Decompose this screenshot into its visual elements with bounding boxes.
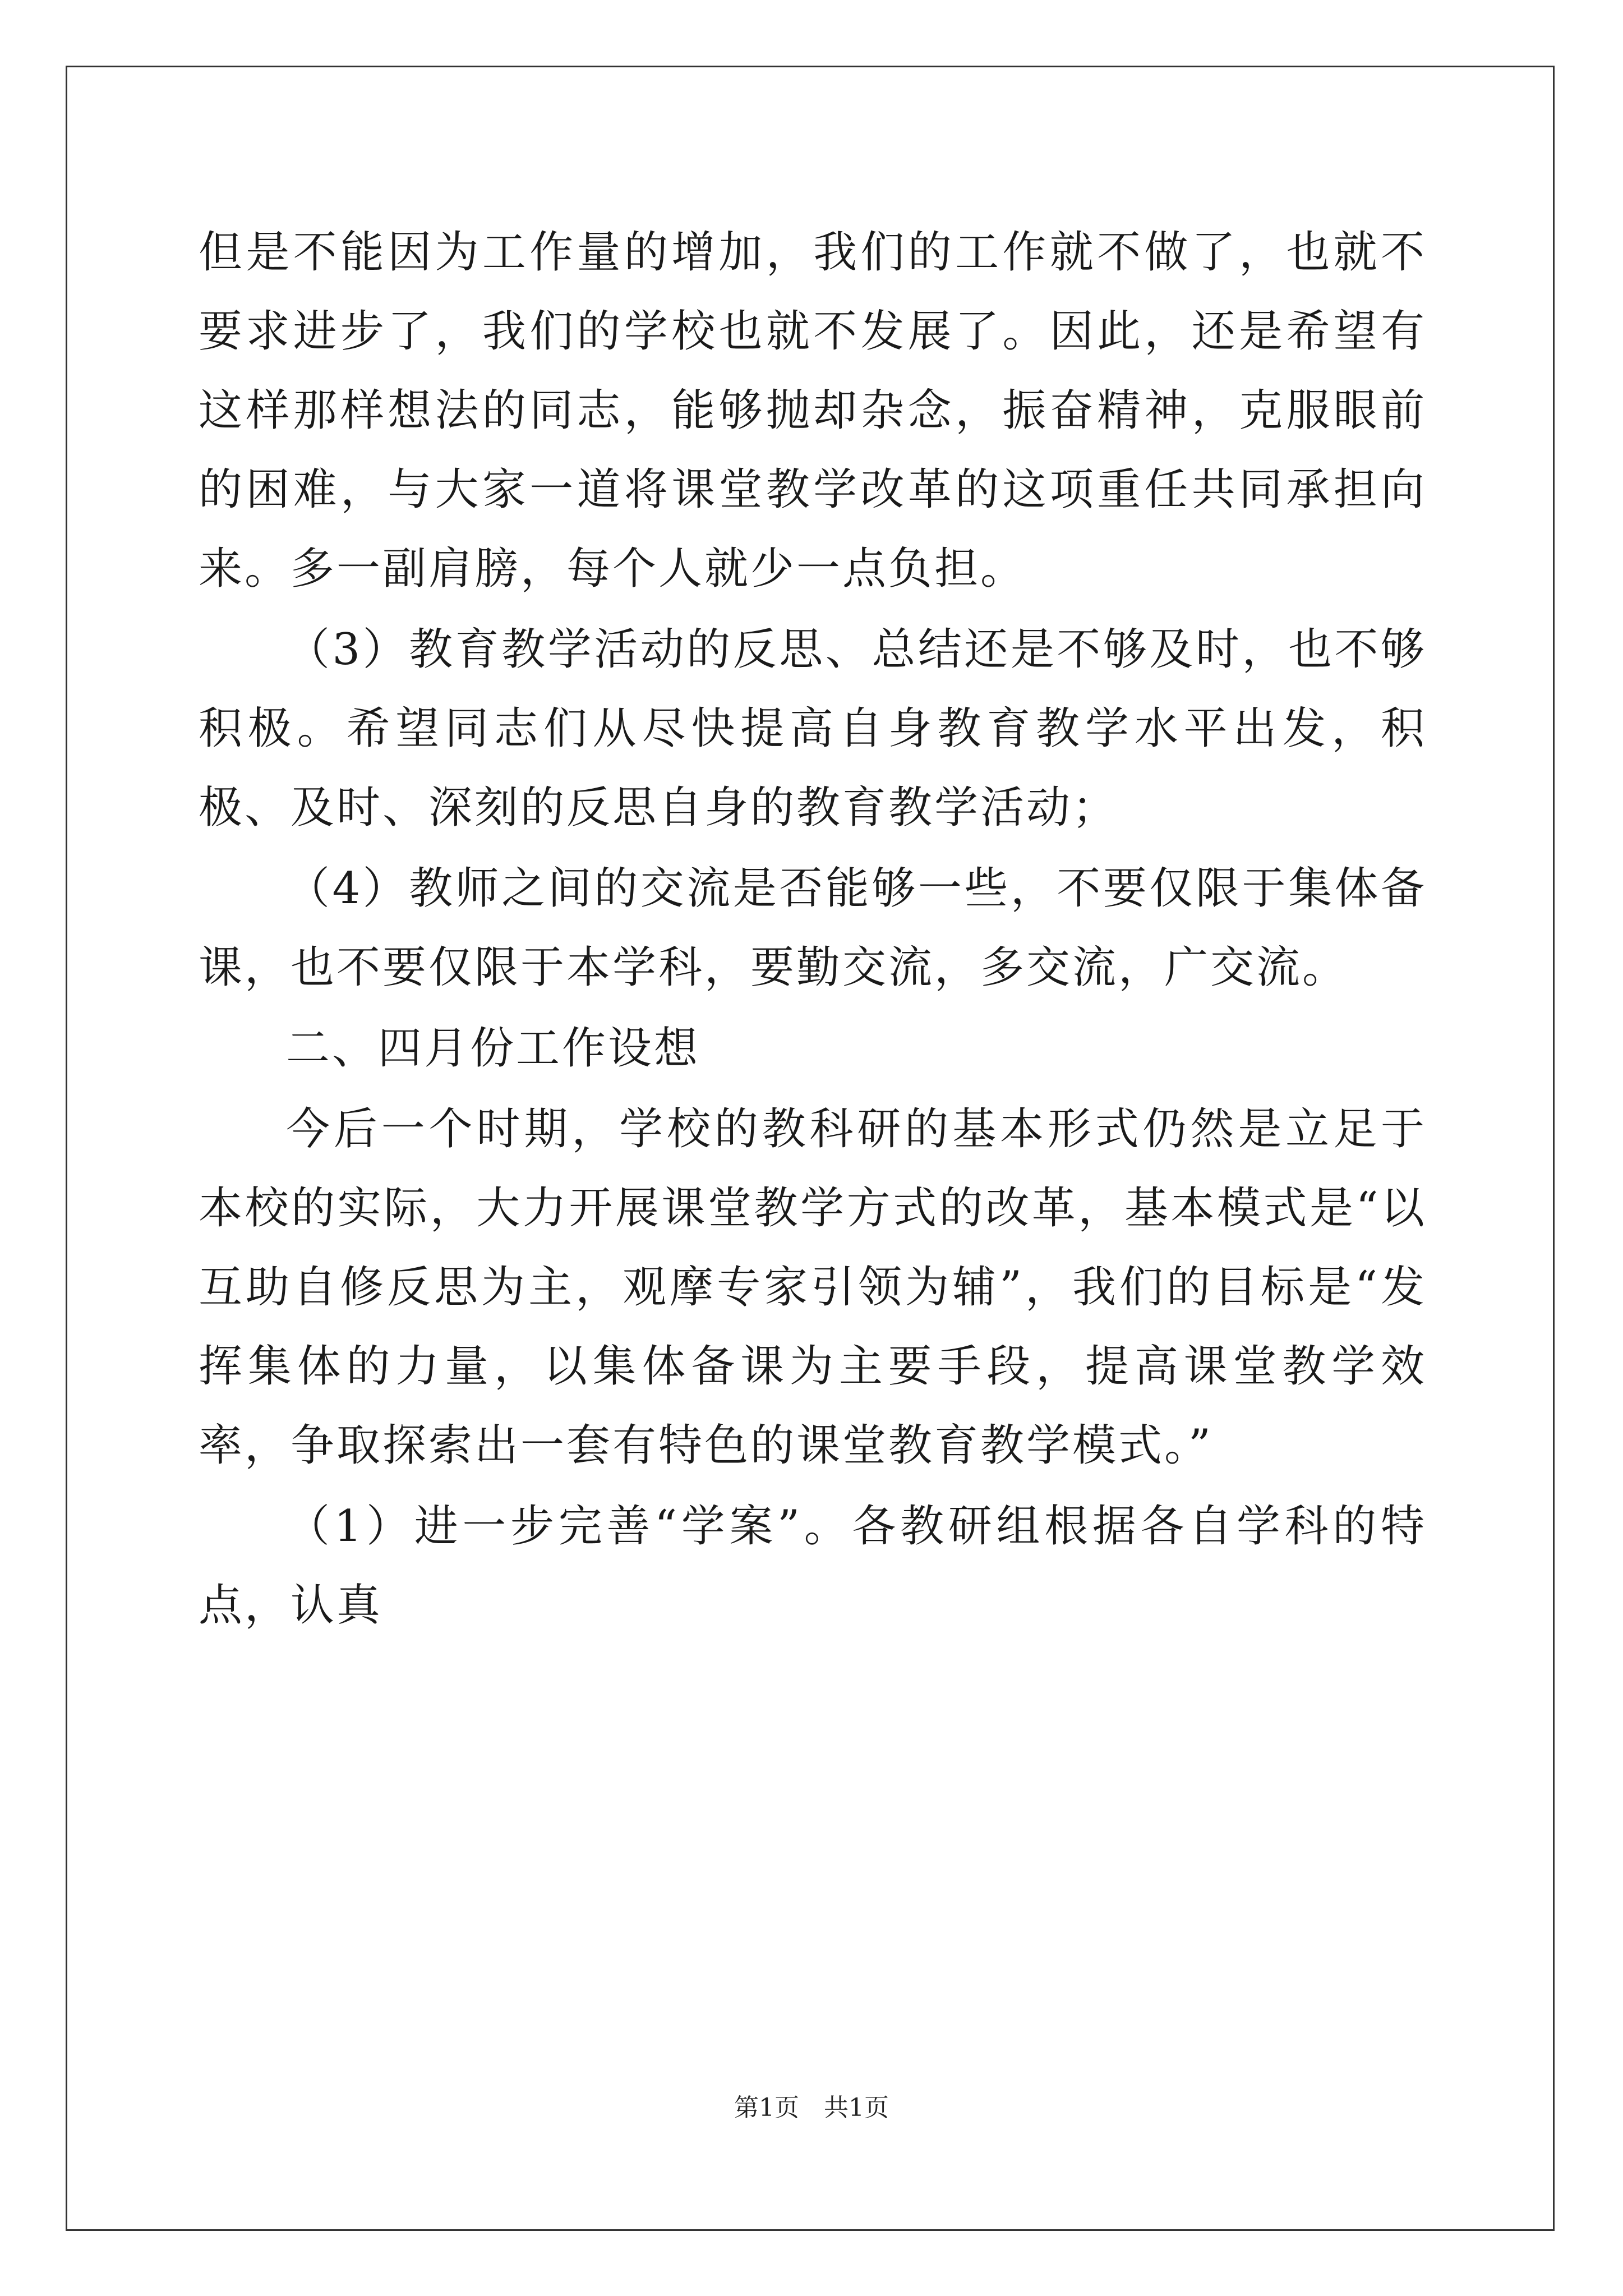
paragraph-1: 但是不能因为工作量的增加，我们的工作就不做了，也就不要求进步了，我们的学校也就不发展了。因此，还是希望有这样那样想法的同志，能够抛却杂念，振奋精神，克服眼前的困难，与大家一道将课堂教学改革的这项重任共同承担向来。多一副肩膀，每个人就少一点负担。 [199, 227, 1427, 594]
paragraph-2: （3）教育教学活动的反思、总结还是不够及时，也不够积极。希望同志们从尽快提高自身教育教学水平出发，积极、及时、深刻的反思自身的教育教学活动； [199, 624, 1427, 833]
document-body [199, 213, 1427, 1645]
section-heading: 二、四月份工作设想 [286, 1023, 700, 1074]
paragraph-5: （1）进一步完善“学案”。各教研组根据各自学科的特点，认真 [199, 1501, 1427, 1631]
paragraph-4: 今后一个时期，学校的教科研的基本形式仍然是立足于本校的实际，大力开展课堂教学方式的改革，基本模式是“以互助自修反思为主，观摩专家引领为辅”，我们的目标是“发挥集体的力量，以集体备课为主要手段，提高课堂教学效率，争取探索出一套有特色的课堂教育教学模式。” [199, 1104, 1427, 1471]
page-footer [0, 2091, 1623, 2125]
page-total: 共1页 [824, 2093, 889, 2122]
paragraph-3: （4）教师之间的交流是否能够一些，不要仅限于集体备课，也不要仅限于本学科，要勤交流，多交流，广交流。 [199, 863, 1427, 993]
page-number: 第1页 [734, 2093, 799, 2122]
